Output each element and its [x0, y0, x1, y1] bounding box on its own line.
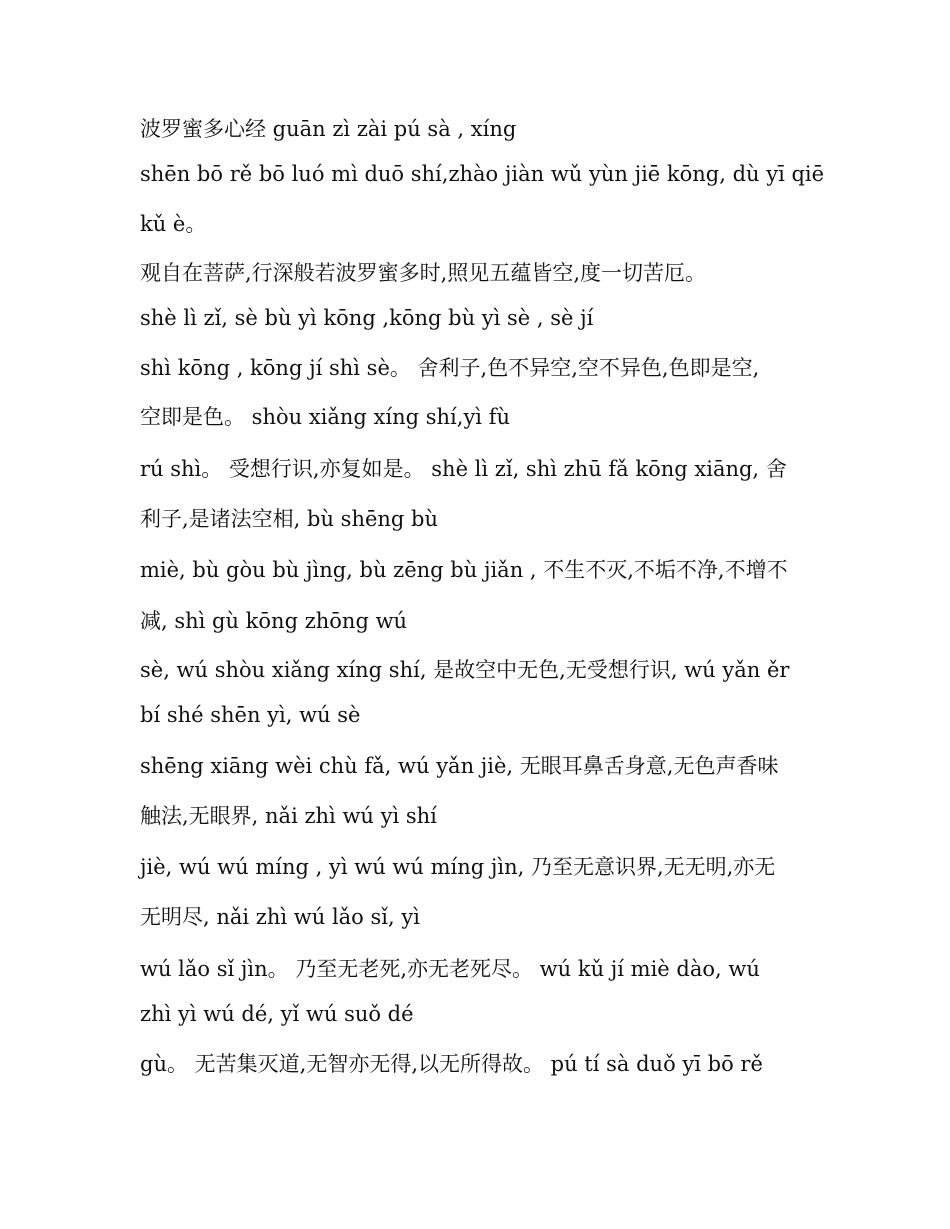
text-line: jiè, wú wú míng , yì wú wú míng jìn, 乃至无意识界,无无明,亦无: [140, 855, 776, 879]
text-line: zhì yì wú dé, yǐ wú suǒ dé: [140, 1002, 414, 1026]
text-line: sè, wú shòu xiǎng xíng shí, 是故空中无色,无受想行识, wú yǎn ěr: [140, 658, 790, 682]
text-line: gù。 无苦集灭道,无智亦无得,以无所得故。 pú tí sà duǒ yī bō rě: [140, 1052, 763, 1076]
text-line: shēng xiāng wèi chù fǎ, wú yǎn jiè, 无眼耳鼻舌身意,无色声香味: [140, 754, 779, 778]
text-line: 无明尽, nǎi zhì wú lǎo sǐ, yì: [140, 905, 420, 929]
text-line: shè lì zǐ, sè bù yì kōng ,kōng bù yì sè , sè jí: [140, 306, 594, 330]
text-line: 触法,无眼界, nǎi zhì wú yì shí: [140, 804, 437, 828]
text-line: shì kōng , kōng jí shì sè。 舍利子,色不异空,空不异色,色即是空,: [140, 356, 760, 380]
text-line: shēn bō rě bō luó mì duō shí,zhào jiàn wǔ yùn jiē kōng, dù yī qiē: [140, 162, 825, 186]
text-line: miè, bù gòu bù jìng, bù zēng bù jiǎn , 不生不灭,不垢不净,不增不: [140, 558, 788, 582]
text-line: kǔ è。: [140, 212, 207, 236]
text-line: wú lǎo sǐ jìn。 乃至无老死,亦无老死尽。 wú kǔ jí miè dào, wú: [140, 957, 760, 981]
text-line: rú shì。 受想行识,亦复如是。 shè lì zǐ, shì zhū fǎ kōng xiāng, 舍: [140, 457, 787, 481]
text-line: 利子,是诸法空相, bù shēng bù: [140, 507, 439, 531]
text-line: 空即是色。 shòu xiǎng xíng shí,yì fù: [140, 405, 510, 429]
text-line: 波罗蜜多心经 guān zì zài pú sà , xíng: [140, 117, 517, 141]
text-line: 观自在菩萨,行深般若波罗蜜多时,照见五蕴皆空,度一切苦厄。: [140, 261, 707, 285]
text-line: 减, shì gù kōng zhōng wú: [140, 609, 408, 633]
text-line: bí shé shēn yì, wú sè: [140, 703, 361, 727]
